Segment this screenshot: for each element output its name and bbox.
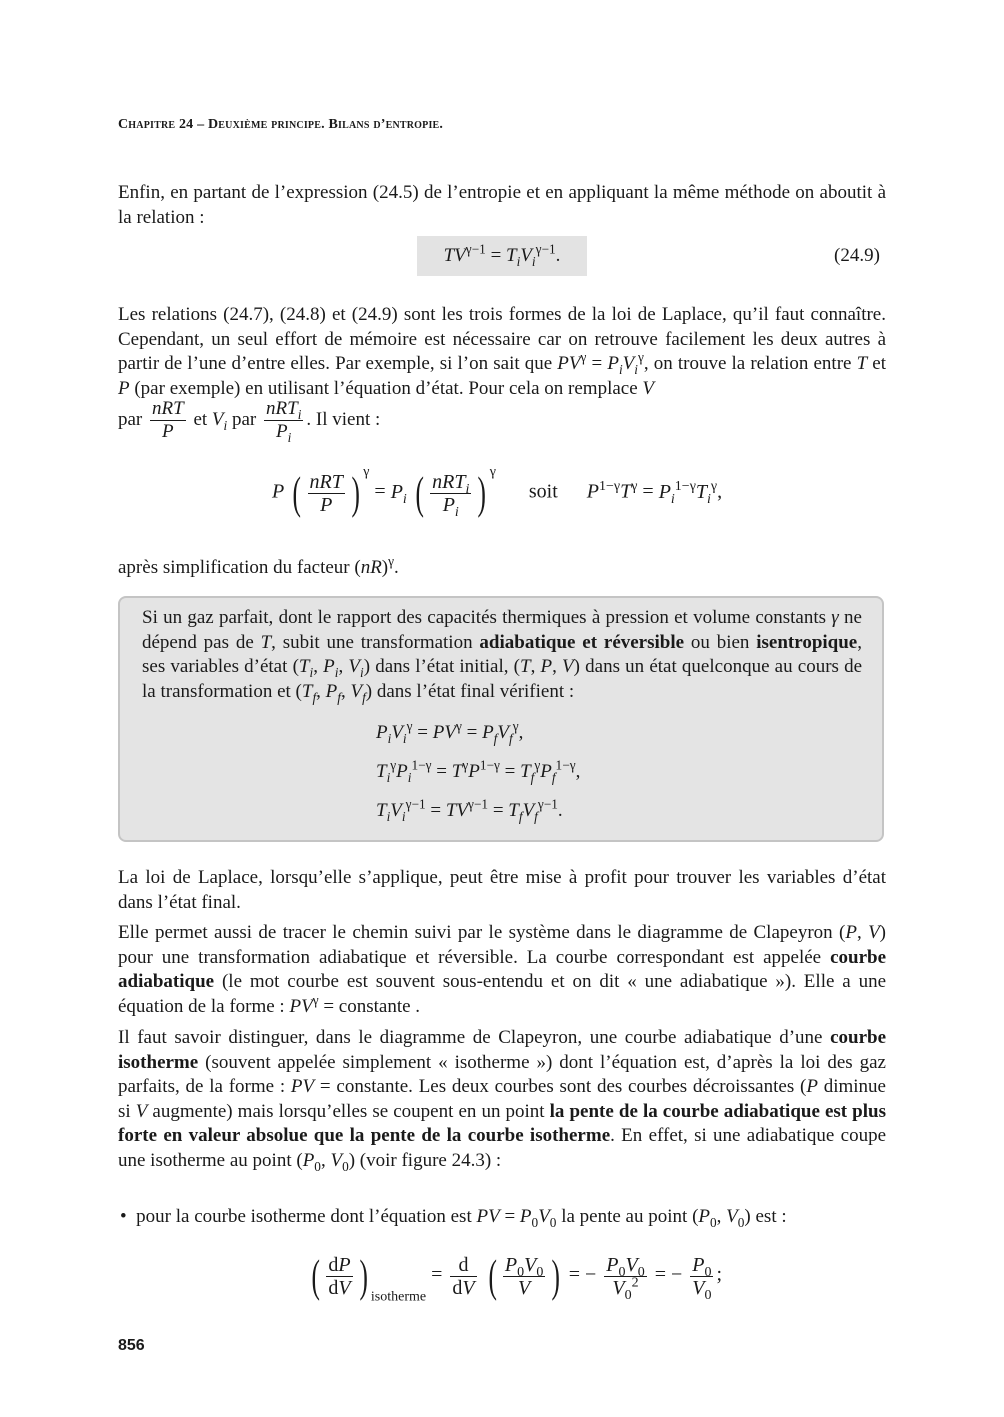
laplace-text-4: (par exemple) en utilisant l’équation d’état. Pour cela on remplace (129, 377, 643, 399)
chapter-title: Deuxième principe. Bilans d’entropie. (207, 117, 444, 132)
final-state-paragraph: La loi de Laplace, lorsqu’elle s’applique, peut être mise à profit pour trouver les variables d’état dans l’état final. (118, 867, 886, 913)
bullet-text-2: la pente au point (556, 1206, 693, 1227)
clapeyron-text-2: pour une transformation adiabatique et réversible. La courbe correspondant est appelée (118, 946, 831, 968)
clapeyron-bold: courbe adiabatique (118, 946, 886, 992)
theorem-text-6: dans l’état initial, (370, 656, 514, 677)
clapeyron-text-4: = constante . (318, 995, 421, 1017)
laplace-text-8: . Il vient : (306, 408, 381, 430)
distinguish-text-6: . En effet, si une adiabatique coupe une isotherme au point (118, 1125, 886, 1171)
header-dash: – (193, 117, 208, 132)
clapeyron-text-3: (le mot courbe est souvent sous-entendu et on dit « une adiabatique »). Elle a une équation de la forme : (118, 971, 886, 1017)
theorem-text-4: ou bien (684, 631, 757, 653)
theorem-text-7: dans un état quelconque au cours de la transformation et (142, 656, 863, 702)
theorem-text-2: ne dépend pas de (142, 607, 862, 653)
running-header (118, 117, 443, 133)
laplace-text-5: par (118, 408, 143, 430)
theorem-eq-2: $T_i^\gamma P_i^{1-\gamma} = T^\gamma P^{1-\gamma} = T_f^\gamma P_f^{1-\gamma}$, (376, 757, 581, 785)
bullet-text-3: est : (750, 1206, 787, 1227)
laplace-text-7: par (231, 408, 257, 430)
distinguish-bold-pente: la pente de la courbe adiabatique est plus forte en valeur absolue que la pente de la courbe isotherme (118, 1100, 886, 1146)
laplace-text-2: , on trouve la relation entre (643, 353, 857, 374)
distinguish-text-5: augmente) mais lorsqu’elles se coupent en un point (147, 1100, 550, 1122)
laplace-text-3: et (867, 353, 886, 374)
isotherm-slope-equation: ( $\frac{dP}{dV}$ ) $_{isotherme}$ = $\frac{d}{dV}$ ( $\frac{P_0V_0}{V}$ ) = − $\frac{P_0V_0}{V_0^2}$ = − $\frac{P_0}{V_0}$ ; (311, 1250, 723, 1305)
laplace-text-6: et (193, 408, 208, 430)
isotherme-subscript: isotherme (370, 1289, 427, 1305)
laplace-paragraph-line-5: par $\frac{\text{nRT}}{P}$ et $V_i$ par $\frac{nRT_i}{P_i}$ . Il vient : (118, 398, 381, 445)
theorem-text-5: , ses variables d’état (142, 631, 862, 677)
laplace-derivation-equation: P ( $\frac{\text{nRT}}{P}$ ) $^\gamma = P_i$ ( $\frac{nRT_i}{P_i}$ ) $^\gamma$ soit $P^{1-\gamma}T^\gamma = P_i^{1-\gamma}T_i^\gamma$, (272, 464, 723, 520)
simplification-line: après simplification du facteur (nR)$^\gamma$. (118, 553, 399, 578)
bullet-text-1: pour la courbe isotherme dont l’équation est (136, 1206, 477, 1227)
bullet-mark: • (120, 1206, 127, 1227)
theorem-eq-1: $P_iV_i^\gamma = PV^\gamma = P_fV_f^\gamma$, (376, 718, 524, 746)
bullet-item: • pour la courbe isotherme dont l’équation est PV = $P_0V_0$ la pente au point ($P_0$, $V_0$) est : (120, 1206, 787, 1230)
distinguish-text-7: (voir figure 24.3) : (355, 1149, 502, 1171)
equation-number: (24.9) (834, 245, 880, 266)
laplace-text-1: Les relations (24.7), (24.8) et (24.9) sont les trois formes de la loi de Laplace, qu’il faut connaître. Cependant, un seul effort de mémoire est nécessaire car on retrouve facilement les deux autres à partir de l’une d’entre elles. Par exemple, si l’on sait que (118, 304, 886, 374)
page-number: 856 (118, 1337, 145, 1354)
simplification-text: après simplification du facteur (118, 557, 355, 578)
soit-word: soit (528, 480, 558, 503)
distinguish-bold-isotherme: courbe isotherme (118, 1027, 886, 1073)
theorem-text-1: Si un gaz parfait, dont le rapport des capacités thermiques à pression et volume constants (142, 607, 832, 628)
laplace-paragraph: Les relations (24.7), (24.8) et (24.9) sont les trois formes de la loi de Laplace, qu’il faut connaître. Cependant, un seul effort de mémoire est nécessaire car on retrouve facilement les deux autres à partir de l’une d’entre elles. Par exemple, si l’on sait que $PV^\gamma = P_iV_i^\gamma$, on trouve la relation entre T et P (par exemple) en utilisant l’équation d’état. Pour cela on remplace V (118, 304, 886, 399)
equation-24-9: $TV^{\gamma-1} = T_iV_i^{\gamma-1}$. (417, 236, 587, 276)
theorem-bold-isentropique: isentropique (756, 631, 858, 653)
distinguish-text-2: (souvent appelée simplement « isotherme ») dont l’équation est, d’après la loi des gaz parfaits, de la forme : (118, 1051, 886, 1097)
distinguish-text-3: = constante. Les deux courbes sont des courbes décroissantes ( (314, 1076, 807, 1097)
clapeyron-paragraph: Elle permet aussi de tracer le chemin suivi par le système dans le diagramme de Clapeyron (P, V) pour une transformation adiabatique et réversible. La courbe correspondant est appelée courbe adiabatique (le mot courbe est souvent sous-entendu et on dit « une adiabatique »). Elle a une équation de la forme : $PV^\gamma$ = constante . (118, 922, 886, 1017)
distinguish-text-1: Il faut savoir distinguer, dans le diagramme de Clapeyron, une courbe adiabatique d’une (118, 1027, 831, 1048)
fraction-nRT-P: $\frac{\text{nRT}}{P}$ (152, 398, 184, 442)
fraction-nRTi-Pi: $\frac{nRT_i}{P_i}$ (266, 398, 302, 445)
chapter-label: Chapitre 24 (118, 117, 194, 132)
theorem-bold-adiabatique: adiabatique et réversible (479, 631, 685, 653)
clapeyron-text-1: Elle permet aussi de tracer le chemin suivi par le système dans le diagramme de Clapeyron (118, 922, 840, 943)
theorem-text-3: , subit une transformation (271, 631, 480, 653)
distinguish-text-4: diminue si (118, 1076, 886, 1122)
theorem-text-8: dans l’état final vérifient : (372, 680, 575, 702)
theorem-eq-3: $T_iV_i^{\gamma-1} = TV^{\gamma-1} = T_fV_f^{\gamma-1}$. (376, 796, 563, 824)
theorem-text: Si un gaz parfait, dont le rapport des capacités thermiques à pression et volume constants γ ne dépend pas de T, subit une transformation adiabatique et réversible ou bien isentropique, ses variables d’état ($T_i$, $P_i$, $V_i$) dans l’état initial, (T, P, V) dans un état quelconque au cours de la transformation et ($T_f$, $P_f$, $V_f$) dans l’état final vérifient : (142, 607, 863, 705)
theorem-box (118, 596, 884, 842)
distinguish-paragraph: Il faut savoir distinguer, dans le diagramme de Clapeyron, une courbe adiabatique d’une courbe isotherme (souvent appelée simplement « isotherme ») dont l’équation est, d’après la loi des gaz parfaits, de la forme : PV = constante. Les deux courbes sont des courbes décroissantes (P diminue si V augmente) mais lorsqu’elles se coupent en un point la pente de la courbe adiabatique est plus forte en valeur absolue que la pente de la courbe isotherme. En effet, si une adiabatique coupe une isotherme au point ($P_0$, $V_0$) (voir figure 24.3) : (118, 1027, 886, 1174)
intro-paragraph: Enfin, en partant de l’expression (24.5) de l’entropie et en appliquant la même méthode on aboutit à la relation : (118, 182, 886, 228)
